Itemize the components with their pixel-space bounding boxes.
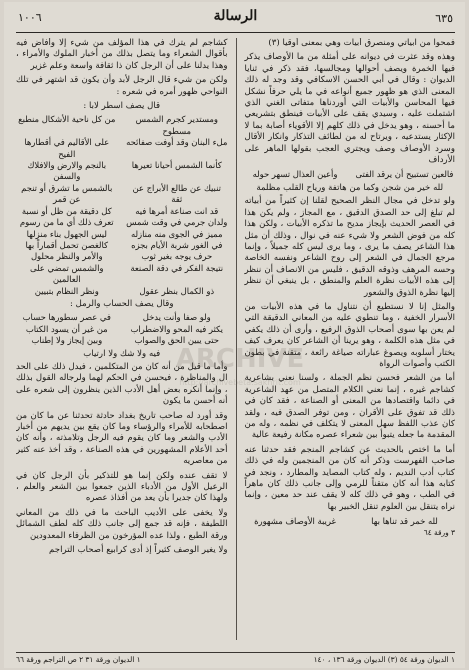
page-header bbox=[16, 4, 455, 33]
hemistich: ذو الكمال بنظر عقول bbox=[139, 285, 215, 296]
hemistich: يكثر فيه المحو والاضطراب bbox=[130, 323, 223, 334]
hemistich: ليس الجهول بناء منزلها bbox=[26, 228, 107, 239]
paragraph: والمثل إنا لا نستطيع أن نتناول ما في هذه الأبيات من الأسرار الخفية ، وما تنطوي عليه من المعاني الدقيقة التي لم يعن بها سوى أصحاب الذوق الرفيع ، وأرى أن ذلك يكفي في مثل هذه الكلمة ، وهو يرينا أن الشاعر كان يعرف كيف يختار أسلوبه ويصوغ عباراته صياغة رائعة ، متقنة في بطون الكتب وأصوات الرواة bbox=[244, 301, 455, 369]
hemistich: ونظر النظام بتبيين bbox=[34, 285, 99, 296]
verse-line bbox=[16, 137, 228, 160]
hemistich: قد انت صناعة أمرها فيه bbox=[135, 205, 219, 216]
hemistich: غريبة الأوصاف مشهورة bbox=[254, 516, 336, 527]
hemistich: في الغور شربة الأيام بجزه bbox=[131, 239, 223, 250]
hemistich: مميز في الجوى منه منازله bbox=[131, 228, 223, 239]
hemistich: لله خمر قد تناها بها bbox=[371, 516, 438, 527]
hemistich: تنبيك عن طالع الأبراج عن ثقة bbox=[132, 182, 221, 205]
magazine-title: الرسالة bbox=[213, 8, 258, 24]
centered-line: فيه ولا شك ولا ارتياب bbox=[83, 348, 161, 359]
hemistich: وبين إيجاز ولا إطناب bbox=[31, 335, 103, 346]
paragraph: أما من الشعر فحسن نظم الجملة ، ولسنا نعني بشاعرية كشاجم غيره ، إنما نعني الكلام المتصل من عهد الشاعرية في دائما واقتصادها من المعنى أو الصناعة ، فقد كان في ذلك قد تفوق على الأقران ، ومن توفر الصدق فيه ، ولقد كان عذب اللفظ سهل المعنى لا يتكلف في نظمه ، وله من المقدمة ما جعله يتبوأ بين شعراء عصره مكانة رفيعة عالية bbox=[244, 373, 455, 441]
verse-line bbox=[16, 312, 228, 323]
hemistich: حتى يبين الحق والصواب bbox=[134, 335, 219, 346]
hemistich: ملء البنان وقد أوفت صفائحه bbox=[126, 137, 228, 148]
hemistich: ولدان جرمي في وقت شمس bbox=[126, 217, 228, 228]
issue-number: ١٠٠٦ bbox=[18, 11, 42, 24]
paragraph: ولو تدخل في مجال النظر الصحيح لقلنا إن كثيراً من أبياته لم تبلغ إلى حد الصدق الدقيق ، مع المجاز ، ولم يكن هذا في العصر الحديث بإيجاز مديح ما تذكره الأبيات ، ولكن هذا كله من فوض الشعر ولا شيء عنه في نوال ، وذلك أن مثل هذا الشاعر يصف ما يرى ، وما يرى ليس كله جميلاً ، وإنما مرجع الجمال في الشعر إلى روح الشاعر ونفسه الخاصة وحسه المرهف وذوقه الدقيق ، فليس من الانصاف أن ننظر إلى هذه الأبيات نظرة العلم والمنطق ، بل ينبغي أن ننظر إليها نظرة الذوق والشعور bbox=[244, 196, 455, 298]
hemistich: فالعين تستبيح أن يرقد الفتى bbox=[355, 169, 454, 180]
verse-line bbox=[16, 229, 228, 240]
verse-line bbox=[16, 335, 228, 346]
text-columns bbox=[16, 38, 455, 640]
paragraph: ولكن من شيء قال الرجل لأبد وأن يكون قد اشتهر في تلك النواحي ظهور أمره في شعره : bbox=[16, 75, 228, 97]
hemistich: كالغصن تحمل أقماراً بها bbox=[25, 239, 109, 250]
paragraph: ولا يخفى على الأديب الباحث ما في ذلك من المعاني اللطيفة ، فإنه قد جمع إلى جانب ذلك كله لطف الشمائل ورقة الطبع ، ولذا عده المؤرخون من الظرفاء المعدودين bbox=[16, 507, 228, 541]
verse-line bbox=[16, 217, 228, 228]
verse-line bbox=[16, 183, 228, 206]
footnote-right: ١ الديوان ورقة ٥٤ (٣) الديوان ورقة ١٣٦ ، ١٤٠ bbox=[313, 654, 455, 664]
verse-line bbox=[16, 324, 228, 335]
paragraph: كشاجم لم يترك في هذا المؤلف من شيء إلا وأفاض فيه بأقوال الشعراء وما يتصل بذلك من أخبار الملوك والأمراء ، وهذا يدلنا على أن الرجل كان ذا ثقافة واسعة وعلم غزير bbox=[16, 38, 228, 71]
hemistich: والأمر والنظر محلول bbox=[30, 251, 103, 262]
section-subtitle: قال يصف اسطر لابا : bbox=[83, 101, 161, 112]
paragraph: وهذه وقد عثرت في ديوانه على أمثلة من ما الأوصاف يذكر فيها الخمرة ويصف أحوالها ومجالسها، فقد ذكر في ثنايا الديوان : وقال في أبي الحسن الاسكافي وقد وجد له ذلك المعنى الذي هو ظهور جميع أنواعه في ما يلي حرفاً نشكل فيها المحاسن والأبيات التي أوردناها متفاتى الغني الذي اشتملت عليه ، وسيدي يقف على الأبيات فينطق بتشريعي ما أحسنه ، وهو يدخل في ذلك كلهم إلا الأقوياء أصابة بما لا الإكثار يستدعيه ، ويرتاح له من لطائف التذكار وانكار الأقال وسرد الأوصاف وصف ويجتري العجب بقولها الماهر على الأرداف bbox=[244, 52, 455, 166]
verse-line bbox=[16, 114, 228, 137]
hemistich: على الأقاليم في أقطارها الفيح bbox=[24, 137, 110, 159]
verse-line bbox=[245, 516, 456, 527]
footnote: ٣ ورقة ٦٤ bbox=[423, 527, 455, 537]
page-number: ٦٣٥ bbox=[435, 12, 453, 25]
hemistich: من كل ناحية الأشكال منطبع bbox=[18, 114, 116, 125]
footnote-left: ١ الديوان ورقة ٣١ ٢ ص التراجم ورقة ٦٦ bbox=[16, 654, 141, 664]
section-subtitle: وقال يصف الحساب والرمل : bbox=[69, 298, 174, 309]
hemistich: بالنجم والارض والافلاك والسفن bbox=[27, 160, 107, 182]
verse-line bbox=[16, 286, 228, 297]
right-column bbox=[236, 38, 456, 640]
hemistich: بالشمس ما تشرق أو تنجم عن قمر bbox=[21, 182, 113, 205]
paragraph: وقد أورد له صاحب تاريخ بغداد حادثة تحدثنا عن ما كان من اصطحابه للأمراء والرؤساء وما كان يقع بين يديهم من أخبار الأدب والشعر وما كان يقوم فيه الرجل وتلامذته ، وأنه كان أحد الأعلام المشهورين في هذه الصناعة ، وقد أخذ عنه كثير من معاصريه bbox=[16, 410, 228, 467]
hemistich: ولو صفا وأنت يدخل bbox=[142, 312, 211, 323]
left-column bbox=[16, 38, 236, 640]
verse-line bbox=[245, 169, 456, 180]
hemistich: تعرف ذلك أي ما من رسوم bbox=[19, 217, 114, 228]
verse-line bbox=[16, 160, 228, 183]
verse-line bbox=[16, 206, 228, 217]
hemistich: نتيجة الفكر في دقة الصنعة bbox=[130, 262, 224, 273]
hemistich: من غير أن يسود الكتاب bbox=[25, 323, 108, 334]
hemistich: ومستدير كجرم الشمس مسطوح bbox=[135, 114, 218, 136]
hemistich: في عصر سطورها حساب bbox=[22, 312, 111, 323]
paragraph: فمحوا من ابياتي ومنصرق أبيات وهي بمعنى أوقيا (٣) bbox=[268, 38, 455, 48]
paragraph: وأما ما قيل من أنه كان من المتكلمين ، فيدل ذلك على الحد ال والمناظرة ، فيحسن في الحكم لهما ولرجاله القول بذلك ، وإنما أنكره بعض أهل الأدب الذين ينظرون إلى شعره على أنه أحسن ما يكون bbox=[16, 361, 228, 407]
hemistich: والشمس تمضي على العالمين bbox=[30, 262, 104, 285]
centered-line: لله خير من شجن وكما من هاتفة ورياح القلب مظلمة bbox=[256, 182, 444, 193]
verse-block bbox=[16, 114, 228, 297]
hemistich: كل دقيقة من ظل أو نسبة bbox=[21, 205, 112, 216]
paragraph: لا تقف عنده ولكن إنما هو للتذكير بأن الرجل كان في الرعيل الأول من الأدباء الذين جمعوا بين الشعر والعلم ، ولهذا كان جديرا بأن يعد من أفذاذ عصره bbox=[16, 470, 228, 504]
page-footnotes bbox=[16, 652, 455, 665]
paragraph: ولا يغير الوصف كثيراً إذ أدى كرابيع أصحاب التراجم bbox=[49, 545, 228, 556]
verse-line bbox=[16, 240, 228, 251]
paragraph: أما ما اختص بالحديث عن كشاجم المنجم فقد حدثنا عنه صاحب الفهرست وذكر أنه كان من المنجمين وله في ذلك كتاب أدب النديم ، وله كتاب المصايد والمطارد ، ونجد في كتابه هذا أنه كان متقناً للرمي وإلى جانب ذلك كان ماهراً في الطب ، وهو في ذلك كله لا يقف عند حد معين ، وإنما نراه يتنقل بين العلوم تنقل الخبير بها bbox=[244, 444, 455, 512]
verse-line bbox=[16, 263, 228, 286]
hemistich: حرف يوجه بغير ثوب bbox=[141, 251, 213, 262]
verse-block bbox=[16, 312, 228, 346]
verse-line bbox=[16, 251, 228, 262]
hemistich: وأعين العذال تسهر حوله bbox=[252, 169, 338, 180]
hemistich: كأنما الشمس أحيانا تعيرها bbox=[131, 160, 222, 171]
